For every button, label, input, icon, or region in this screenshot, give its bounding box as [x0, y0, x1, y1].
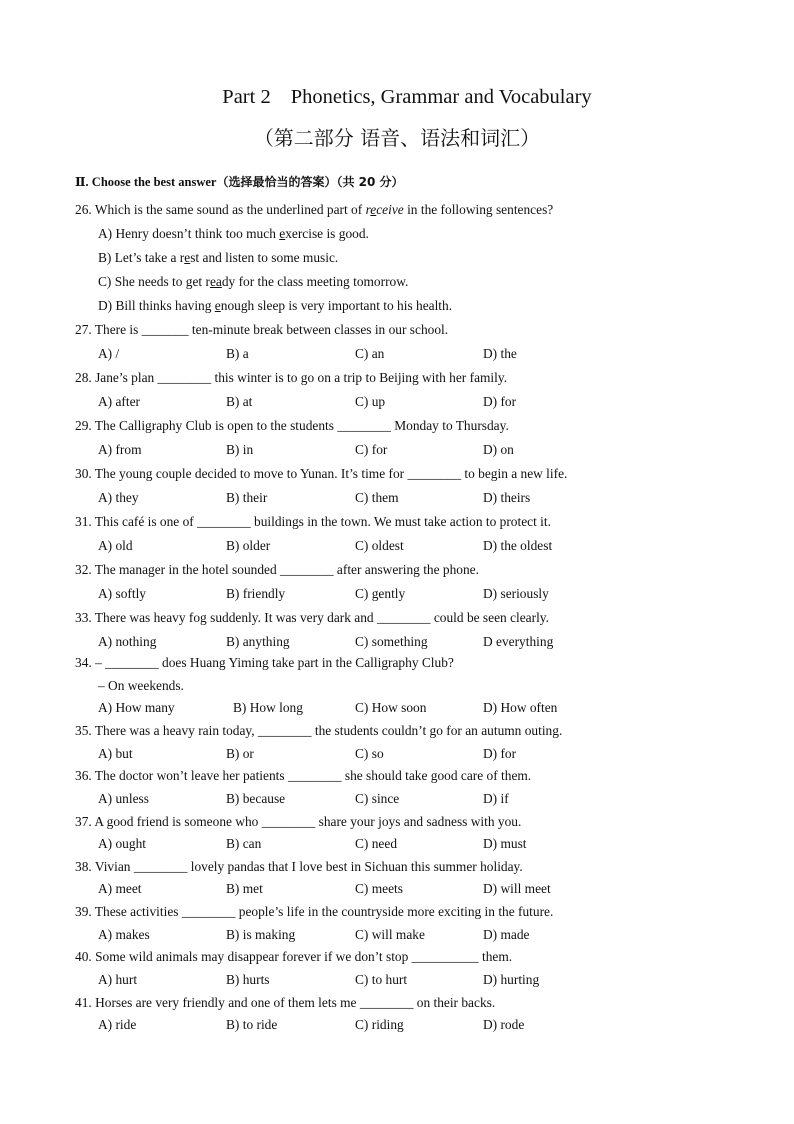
question-36-option: C) since — [355, 791, 400, 806]
question-38-option: A) meet — [98, 881, 142, 896]
question-41-option: B) to ride — [226, 1017, 278, 1032]
question-27-option: A) / — [98, 346, 120, 361]
part-title: Phonetics, Grammar and Vocabulary — [290, 86, 592, 108]
question-32-stem: 32. The manager in the hotel sounded ________ after answering the phone. — [75, 562, 479, 577]
question-33-stem: 33. There was heavy fog suddenly. It was very dark and ________ could be seen clearly. — [75, 610, 549, 625]
question-33-option: D everything — [483, 634, 554, 649]
question-34-option: A) How many — [98, 700, 175, 715]
question-29-option: A) from — [98, 442, 142, 457]
question-39-option: B) is making — [226, 927, 296, 942]
question-30-stem: 30. The young couple decided to move to Yunan. It’s time for ________ to begin a new life. — [75, 466, 568, 481]
target-word: receive — [365, 202, 404, 217]
part-heading — [0, 84, 794, 110]
question-39-option: D) made — [483, 927, 530, 942]
question-34-option: B) How long — [233, 700, 303, 715]
section-title: Choose the best answer — [91, 175, 217, 189]
question-32-option: D) seriously — [483, 586, 549, 601]
question-29-stem: 29. The Calligraphy Club is open to the students ________ Monday to Thursday. — [75, 418, 509, 433]
question-26-option-b: B) Let’s take a rest and listen to some music. — [98, 250, 339, 265]
question-27-option: C) an — [355, 346, 385, 361]
question-36-option: B) because — [226, 791, 286, 806]
question-26-stem: 26. Which is the same sound as the underlined part of receive in the following sentences? — [75, 202, 554, 217]
question-40-option: A) hurt — [98, 972, 138, 987]
section-numeral: Ⅱ. — [75, 175, 89, 189]
question-27-stem: 27. There is _______ ten-minute break between classes in our school. — [75, 322, 449, 337]
question-36-stem: 36. The doctor won’t leave her patients ________ she should take good care of them. — [75, 768, 532, 783]
section-heading — [75, 173, 404, 191]
question-39-option: C) will make — [355, 927, 425, 942]
question-35-option: D) for — [483, 746, 517, 761]
question-33-option: B) anything — [226, 634, 290, 649]
question-37-stem: 37. A good friend is someone who ________ share your joys and sadness with you. — [75, 814, 522, 829]
question-30-option: C) them — [355, 490, 399, 505]
question-26-option-c: C) She needs to get ready for the class meeting tomorrow. — [98, 274, 409, 289]
question-41-option: D) rode — [483, 1017, 525, 1032]
question-40-option: C) to hurt — [355, 972, 408, 987]
question-29-option: D) on — [483, 442, 514, 457]
question-40-option: D) hurting — [483, 972, 540, 987]
question-28-option: C) up — [355, 394, 386, 409]
question-29-option: C) for — [355, 442, 388, 457]
question-34-option: C) How soon — [355, 700, 427, 715]
question-28-option: B) at — [226, 394, 253, 409]
question-39-stem: 39. These activities ________ people’s life in the countryside more exciting in the future. — [75, 904, 554, 919]
question-26-option-d: D) Bill thinks having enough sleep is very important to his health. — [98, 298, 453, 313]
question-33-option: C) something — [355, 634, 428, 649]
question-32-option: C) gently — [355, 586, 406, 601]
question-30-option: B) their — [226, 490, 268, 505]
question-31-option: C) oldest — [355, 538, 404, 553]
section-title-cn: （选择最恰当的答案）（共 20 分） — [216, 175, 404, 189]
question-27-option: B) a — [226, 346, 249, 361]
question-41-option: C) riding — [355, 1017, 404, 1032]
question-30-option: A) they — [98, 490, 139, 505]
question-37-option: B) can — [226, 836, 262, 851]
question-39-option: A) makes — [98, 927, 150, 942]
question-28-option: A) after — [98, 394, 141, 409]
question-38-option: D) will meet — [483, 881, 551, 896]
question-37-option: A) ought — [98, 836, 146, 851]
question-31-stem: 31. This café is one of ________ buildings in the town. We must take action to protect it. — [75, 514, 551, 529]
question-31-option: D) the oldest — [483, 538, 553, 553]
question-41-stem: 41. Horses are very friendly and one of them lets me ________ on their backs. — [75, 995, 496, 1010]
question-30-option: D) theirs — [483, 490, 531, 505]
question-31-option: A) old — [98, 538, 133, 553]
question-38-stem: 38. Vivian ________ lovely pandas that I love best in Sichuan this summer holiday. — [75, 859, 523, 874]
question-27-option: D) the — [483, 346, 517, 361]
question-31-option: B) older — [226, 538, 271, 553]
question-28-stem: 28. Jane’s plan ________ this winter is to go on a trip to Beijing with her family. — [75, 370, 508, 385]
question-35-stem: 35. There was a heavy rain today, ________ the students couldn’t go for an autumn outing. — [75, 723, 563, 738]
question-26-option-a: A) Henry doesn’t think too much exercise is good. — [98, 226, 369, 241]
question-37-option: D) must — [483, 836, 527, 851]
question-34-stem: 34. – ________ does Huang Yiming take part in the Calligraphy Club? — [75, 655, 454, 670]
question-32-option: A) softly — [98, 586, 146, 601]
question-40-option: B) hurts — [226, 972, 270, 987]
part-heading-cn: （第二部分 语音、语法和词汇） — [253, 126, 541, 150]
question-38-option: C) meets — [355, 881, 403, 896]
part-label: Part 2 — [222, 86, 271, 108]
question-36-option: A) unless — [98, 791, 149, 806]
question-32-option: B) friendly — [226, 586, 286, 601]
question-29-option: B) in — [226, 442, 254, 457]
question-35-option: C) so — [355, 746, 384, 761]
question-33-option: A) nothing — [98, 634, 157, 649]
question-34-option: D) How often — [483, 700, 558, 715]
question-35-option: A) but — [98, 746, 133, 761]
question-35-option: B) or — [226, 746, 254, 761]
question-40-stem: 40. Some wild animals may disappear forever if we don’t stop __________ them. — [75, 949, 513, 964]
question-28-option: D) for — [483, 394, 517, 409]
question-36-option: D) if — [483, 791, 509, 806]
question-41-option: A) ride — [98, 1017, 137, 1032]
question-38-option: B) met — [226, 881, 263, 896]
question-34-reply: – On weekends. — [98, 678, 184, 693]
question-37-option: C) need — [355, 836, 398, 851]
